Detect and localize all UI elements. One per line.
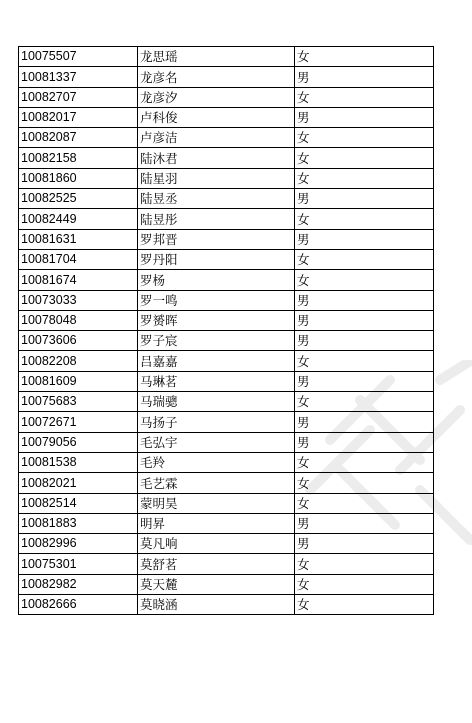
student-id-cell: 10082208	[19, 351, 138, 371]
gender-cell: 男	[295, 229, 434, 249]
student-id-cell: 10082158	[19, 148, 138, 168]
student-name-cell: 罗赟晖	[138, 310, 295, 330]
student-id-cell: 10075301	[19, 554, 138, 574]
student-roster-table	[18, 46, 434, 615]
table-row	[19, 351, 434, 371]
student-name-cell: 吕嘉嘉	[138, 351, 295, 371]
student-name-cell: 莫舒茗	[138, 554, 295, 574]
student-id-cell: 10082017	[19, 107, 138, 127]
table-row	[19, 209, 434, 229]
student-id-cell: 10082021	[19, 473, 138, 493]
table-row	[19, 189, 434, 209]
table-row	[19, 148, 434, 168]
student-id-cell: 10073033	[19, 290, 138, 310]
table-row	[19, 452, 434, 472]
student-name-cell: 马瑞骢	[138, 392, 295, 412]
table-row	[19, 493, 434, 513]
gender-cell: 男	[295, 107, 434, 127]
student-name-cell: 陆星羽	[138, 168, 295, 188]
student-name-cell: 卢彦洁	[138, 128, 295, 148]
gender-cell: 女	[295, 148, 434, 168]
student-id-cell: 10078048	[19, 310, 138, 330]
student-name-cell: 罗子宸	[138, 331, 295, 351]
student-name-cell: 马琳茗	[138, 371, 295, 391]
student-name-cell: 毛羚	[138, 452, 295, 472]
student-id-cell: 10082996	[19, 534, 138, 554]
student-id-cell: 10081860	[19, 168, 138, 188]
table-row	[19, 290, 434, 310]
student-id-cell: 10073606	[19, 331, 138, 351]
gender-cell: 女	[295, 554, 434, 574]
roster-body	[19, 47, 434, 615]
table-row	[19, 87, 434, 107]
student-id-cell: 10082525	[19, 189, 138, 209]
student-id-cell: 10082449	[19, 209, 138, 229]
gender-cell: 男	[295, 290, 434, 310]
gender-cell: 女	[295, 209, 434, 229]
gender-cell: 女	[295, 47, 434, 67]
gender-cell: 女	[295, 493, 434, 513]
student-name-cell: 罗邦晋	[138, 229, 295, 249]
student-name-cell: 龙思瑶	[138, 47, 295, 67]
table-row	[19, 412, 434, 432]
student-id-cell: 10081609	[19, 371, 138, 391]
student-name-cell: 陆昱彤	[138, 209, 295, 229]
student-id-cell: 10081704	[19, 249, 138, 269]
student-id-cell: 10082707	[19, 87, 138, 107]
table-row	[19, 595, 434, 615]
student-id-cell: 10072671	[19, 412, 138, 432]
table-row	[19, 270, 434, 290]
table-row	[19, 310, 434, 330]
table-row	[19, 128, 434, 148]
student-id-cell: 10081674	[19, 270, 138, 290]
student-name-cell: 陆昱丞	[138, 189, 295, 209]
gender-cell: 女	[295, 249, 434, 269]
gender-cell: 男	[295, 189, 434, 209]
student-name-cell: 陆沐君	[138, 148, 295, 168]
student-id-cell: 10082666	[19, 595, 138, 615]
student-name-cell: 毛弘宇	[138, 432, 295, 452]
table-row	[19, 249, 434, 269]
student-name-cell: 龙彦汐	[138, 87, 295, 107]
gender-cell: 男	[295, 371, 434, 391]
student-id-cell: 10082087	[19, 128, 138, 148]
table-row	[19, 574, 434, 594]
student-id-cell: 10075683	[19, 392, 138, 412]
table-row	[19, 513, 434, 533]
table-row	[19, 371, 434, 391]
table-row	[19, 331, 434, 351]
student-id-cell: 10081883	[19, 513, 138, 533]
table-row	[19, 47, 434, 67]
gender-cell: 女	[295, 128, 434, 148]
table-row	[19, 534, 434, 554]
table-row	[19, 107, 434, 127]
gender-cell: 男	[295, 412, 434, 432]
student-name-cell: 马扬子	[138, 412, 295, 432]
gender-cell: 女	[295, 270, 434, 290]
gender-cell: 男	[295, 513, 434, 533]
student-name-cell: 莫晓涵	[138, 595, 295, 615]
gender-cell: 女	[295, 574, 434, 594]
student-name-cell: 卢科俊	[138, 107, 295, 127]
table-row	[19, 67, 434, 87]
gender-cell: 男	[295, 534, 434, 554]
student-name-cell: 蒙明昊	[138, 493, 295, 513]
student-id-cell: 10081631	[19, 229, 138, 249]
student-name-cell: 罗一鸣	[138, 290, 295, 310]
student-name-cell: 罗杨	[138, 270, 295, 290]
gender-cell: 女	[295, 87, 434, 107]
student-name-cell: 毛艺霖	[138, 473, 295, 493]
student-id-cell: 10082514	[19, 493, 138, 513]
table-row	[19, 554, 434, 574]
student-id-cell: 10075507	[19, 47, 138, 67]
table-row	[19, 168, 434, 188]
student-name-cell: 明昇	[138, 513, 295, 533]
student-id-cell: 10082982	[19, 574, 138, 594]
gender-cell: 男	[295, 310, 434, 330]
student-id-cell: 10081538	[19, 452, 138, 472]
table-row	[19, 432, 434, 452]
gender-cell: 男	[295, 331, 434, 351]
student-name-cell: 莫天麓	[138, 574, 295, 594]
gender-cell: 女	[295, 595, 434, 615]
gender-cell: 男	[295, 432, 434, 452]
student-name-cell: 龙彦名	[138, 67, 295, 87]
gender-cell: 男	[295, 67, 434, 87]
gender-cell: 女	[295, 452, 434, 472]
gender-cell: 女	[295, 351, 434, 371]
table-row	[19, 392, 434, 412]
student-name-cell: 莫凡响	[138, 534, 295, 554]
table-row	[19, 229, 434, 249]
student-name-cell: 罗丹阳	[138, 249, 295, 269]
student-id-cell: 10079056	[19, 432, 138, 452]
table-row	[19, 473, 434, 493]
gender-cell: 女	[295, 473, 434, 493]
gender-cell: 女	[295, 392, 434, 412]
student-id-cell: 10081337	[19, 67, 138, 87]
gender-cell: 女	[295, 168, 434, 188]
